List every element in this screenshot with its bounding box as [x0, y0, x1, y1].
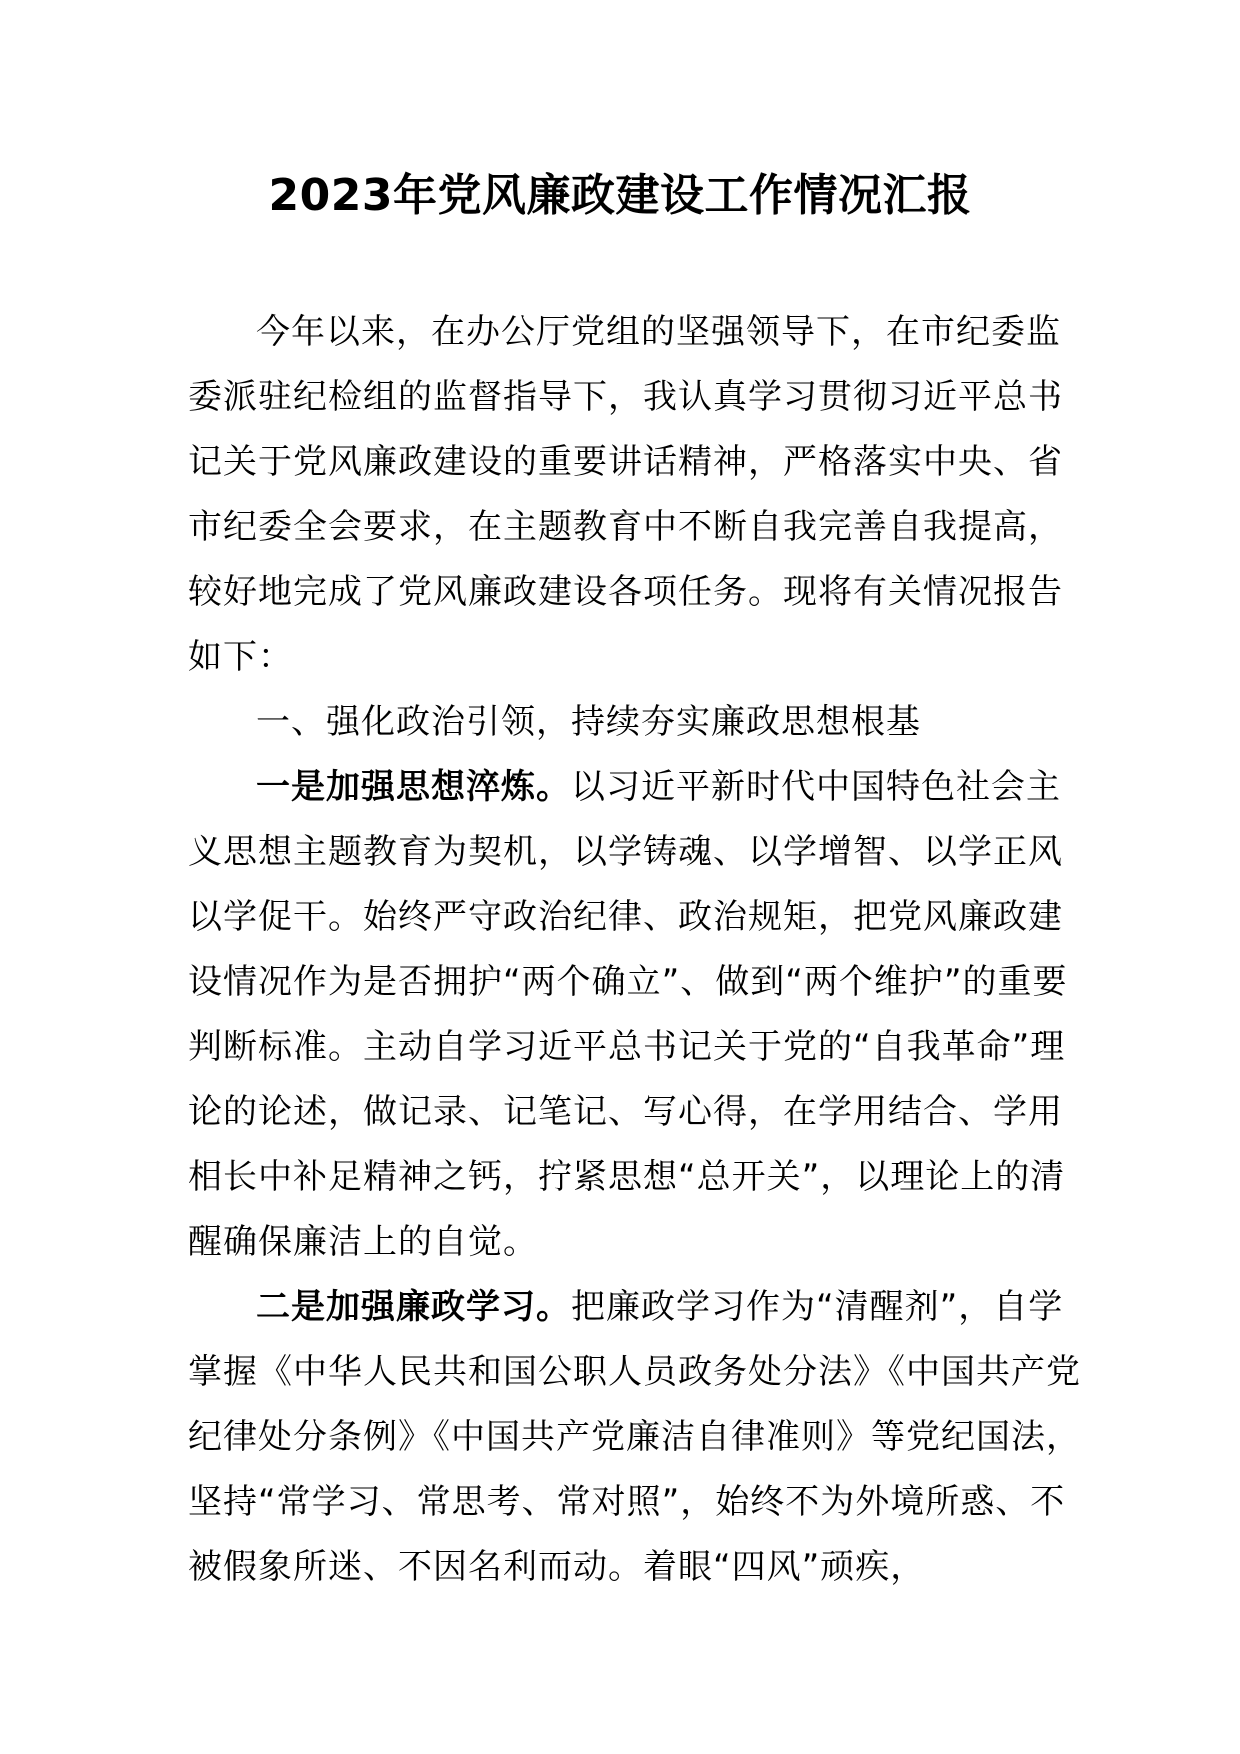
item-paragraph-2: [188, 1275, 1088, 1600]
document-body: [188, 300, 1088, 1600]
document-title: 2023年党风廉政建设工作情况汇报: [268, 170, 972, 221]
item-lead-1: 一是加强思想淬炼。: [256, 767, 571, 807]
item-text-1: 以习近平新时代中国特色社会主义思想主题教育为契机，以学铸魂、以学增智、以学正风以学促干。始终严守政治纪律、政治规矩，把党风廉政建设情况作为是否拥护“两个确立”、做到“两个维护”的重要判断标准。主动自学习近平总书记关于党的“自我革命”理论的论述，做记录、记笔记、写心得，在学用结合、学用相长中补足精神之钙，拧紧思想“总开关”，以理论上的清醒确保廉洁上的自觉。: [188, 767, 1068, 1262]
item-paragraph-1: [188, 755, 1088, 1275]
section-heading: 一、强化政治引领，持续夯实廉政思想根基: [256, 702, 921, 742]
item-lead-2: 二是加强廉政学习。: [256, 1287, 571, 1327]
item-text-2: 把廉政学习作为“清醒剂”，自学掌握《中华人民共和国公职人员政务处分法》《中国共产党纪律处分条例》《中国共产党廉洁自律准则》等党纪国法，坚持“常学习、常思考、常对照”，始终不为外境所惑、不被假象所迷、不因名利而动。着眼“四风”顽疾，: [188, 1287, 1081, 1587]
intro-paragraph: 今年以来，在办公厅党组的坚强领导下，在市纪委监委派驻纪检组的监督指导下，我认真学习贯彻习近平总书记关于党风廉政建设的重要讲话精神，严格落实中央、省市纪委全会要求，在主题教育中不断自我完善自我提高，较好地完成了党风廉政建设各项任务。现将有关情况报告如下：: [188, 312, 1063, 677]
